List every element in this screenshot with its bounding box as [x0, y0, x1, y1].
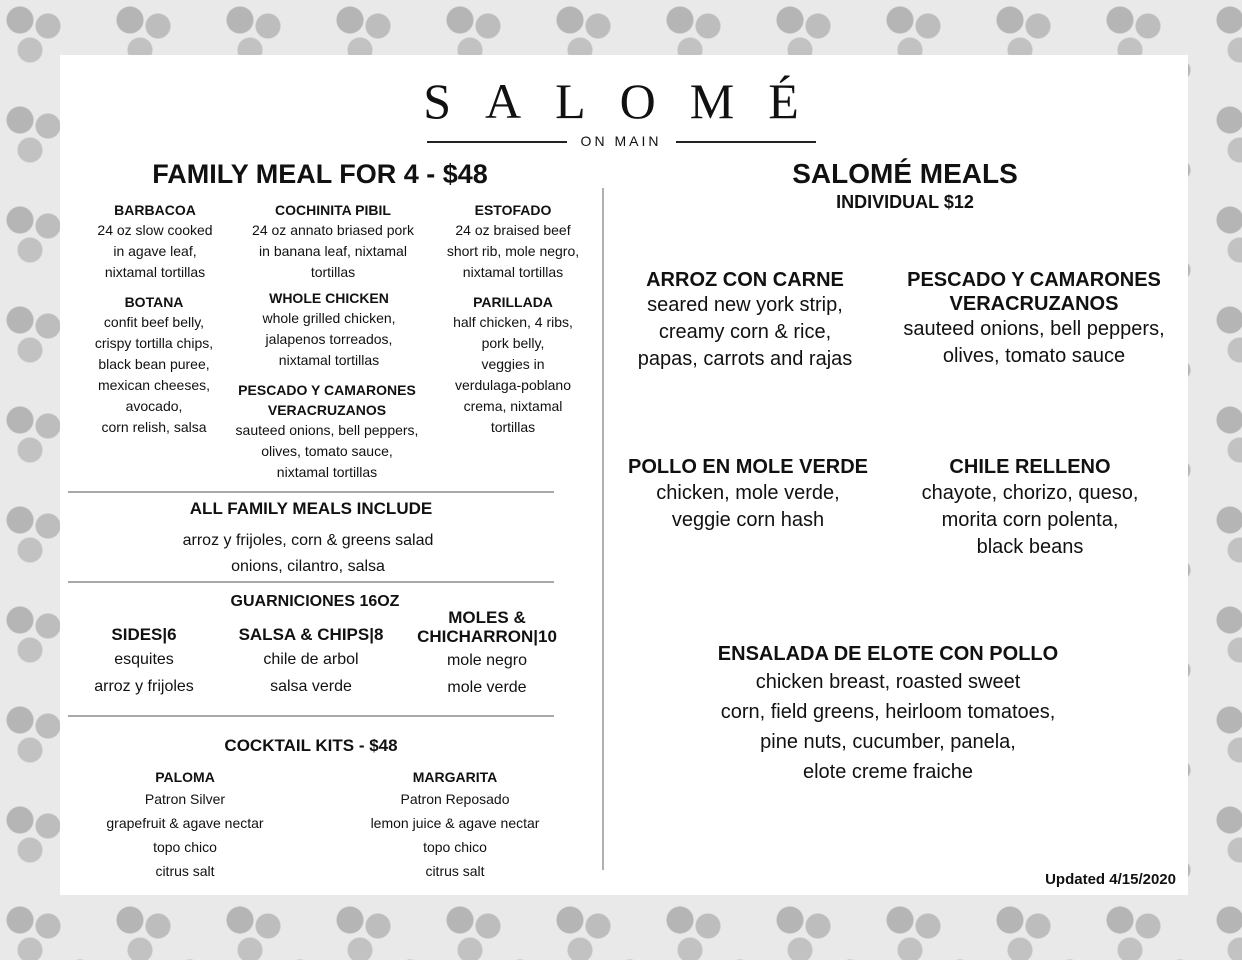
- kit-line: Patron Reposado: [400, 791, 510, 807]
- item-desc: veggies in: [481, 356, 545, 372]
- item-desc: 24 oz slow cooked: [97, 222, 213, 238]
- meal-name: CHILE RELLENO: [949, 456, 1111, 478]
- meal-name: POLLO EN MOLE VERDE: [627, 456, 869, 478]
- item-desc: jalapenos torreados,: [265, 331, 393, 347]
- meal-desc: chicken breast, roasted sweet: [755, 671, 1021, 693]
- divider: [68, 581, 554, 583]
- meal-desc: olives, tomato sauce: [942, 345, 1126, 367]
- item-name: PESCADO Y CAMARONES: [238, 382, 416, 398]
- item-desc: sauteed onions, bell peppers,: [235, 422, 419, 438]
- meal-name: ENSALADA DE ELOTE CON POLLO: [717, 643, 1059, 665]
- meal-desc: creamy corn & rice,: [658, 321, 832, 343]
- group-item: arroz y frijoles: [94, 678, 194, 695]
- meal-ensalada: [718, 641, 1058, 787]
- meal-desc: seared new york strip,: [647, 294, 843, 316]
- meal-arroz: [638, 268, 853, 373]
- kit-line: grapefruit & agave nectar: [106, 815, 264, 831]
- item-name: VERACRUZANOS: [267, 402, 387, 418]
- column-divider: [602, 188, 604, 870]
- kit-line: citrus salt: [155, 863, 215, 879]
- kit-line: citrus salt: [425, 863, 485, 879]
- meal-desc: black beans: [976, 536, 1084, 558]
- meals-title: SALOMÉ MEALS: [792, 158, 1018, 189]
- item-desc: olives, tomato sauce,: [261, 443, 393, 459]
- item-desc: nixtamal tortillas: [278, 352, 380, 368]
- item-desc: tortillas: [310, 264, 356, 280]
- item-desc: black bean puree,: [98, 356, 210, 372]
- meal-chile-relleno: [922, 454, 1139, 561]
- item-desc: avocado,: [125, 398, 183, 414]
- divider: [68, 715, 554, 717]
- kit-paloma: [106, 767, 263, 883]
- meal-name: PESCADO Y CAMARONES: [907, 269, 1161, 291]
- item-desc: nixtamal tortillas: [462, 264, 564, 280]
- group-item: mole verde: [447, 679, 527, 696]
- item-desc: half chicken, 4 ribs,: [453, 314, 573, 330]
- item-desc: corn relish, salsa: [101, 419, 207, 435]
- item-desc: verdulaga-poblano: [455, 377, 571, 393]
- logo-rule-right: [676, 141, 816, 143]
- meal-desc: chayote, chorizo, queso,: [921, 482, 1139, 504]
- kit-margarita: [371, 767, 540, 883]
- meal-desc: morita corn polenta,: [941, 509, 1119, 531]
- item-parillada: [453, 292, 573, 438]
- moles-group: [417, 609, 557, 701]
- sublogo: ON MAIN: [580, 133, 662, 149]
- item-name: COCHINITA PIBIL: [275, 202, 391, 218]
- item-desc: crema, nixtamal: [463, 398, 563, 414]
- updated-date: Updated 4/15/2020: [1045, 871, 1176, 888]
- includes-title: ALL FAMILY MEALS INCLUDE: [189, 499, 433, 518]
- kit-name: MARGARITA: [412, 769, 498, 785]
- cocktail-title: COCKTAIL KITS - $48: [224, 736, 398, 755]
- guarniciones-title: GUARNICIONES 16OZ: [230, 593, 400, 610]
- meal-pollo: [628, 454, 868, 534]
- meal-desc: pine nuts, cucumber, panela,: [760, 731, 1016, 753]
- salsa-group: [239, 624, 384, 700]
- meal-pescado: [903, 268, 1164, 370]
- item-desc: mexican cheeses,: [97, 377, 211, 393]
- meal-desc: chicken, mole verde,: [656, 482, 840, 504]
- item-desc: crispy tortilla chips,: [94, 335, 214, 351]
- meal-desc: sauteed onions, bell peppers,: [903, 318, 1165, 340]
- item-desc: in banana leaf, nixtamal: [259, 243, 407, 259]
- item-desc: tortillas: [490, 419, 536, 435]
- includes-line: arroz y frijoles, corn & greens salad: [182, 532, 434, 549]
- item-barbacoa: [97, 200, 212, 283]
- item-name: WHOLE CHICKEN: [269, 290, 389, 306]
- item-desc: short rib, mole negro,: [446, 243, 580, 259]
- meal-desc: corn, field greens, heirloom tomatoes,: [720, 701, 1056, 723]
- group-item: chile de arbol: [263, 651, 359, 668]
- item-desc: whole grilled chicken,: [262, 310, 396, 326]
- logo-rule-left: [427, 141, 567, 143]
- meal-desc: elote creme fraiche: [802, 761, 974, 783]
- item-desc: confit beef belly,: [103, 314, 205, 330]
- item-estofado: [447, 200, 579, 283]
- meal-desc: veggie corn hash: [671, 509, 825, 531]
- item-desc: nixtamal tortillas: [104, 264, 206, 280]
- item-name: BOTANA: [124, 294, 184, 310]
- group-item: mole negro: [446, 652, 528, 669]
- kit-line: topo chico: [153, 839, 217, 855]
- group-item: esquites: [114, 651, 174, 668]
- item-botana: [95, 292, 213, 438]
- item-desc: nixtamal tortillas: [276, 464, 378, 480]
- kit-line: lemon juice & agave nectar: [370, 815, 540, 831]
- meal-name: ARROZ CON CARNE: [646, 269, 844, 291]
- group-name: SIDES|6: [111, 625, 177, 644]
- item-desc: pork belly,: [481, 335, 545, 351]
- group-item: salsa verde: [270, 678, 352, 695]
- group-name: CHICHARRON|10: [417, 627, 557, 646]
- meal-name: VERACRUZANOS: [949, 293, 1119, 315]
- item-cochinita: [252, 200, 414, 283]
- includes-list: [183, 528, 434, 580]
- sides-group: [94, 624, 194, 700]
- kit-line: topo chico: [423, 839, 487, 855]
- item-name: ESTOFADO: [474, 202, 552, 218]
- item-name: BARBACOA: [114, 202, 196, 218]
- group-name: SALSA & CHIPS|8: [238, 625, 384, 644]
- logo: SALOMÉ: [423, 73, 833, 129]
- item-desc: in agave leaf,: [113, 243, 197, 259]
- item-desc: 24 oz annato briased pork: [252, 222, 414, 238]
- kit-name: PALOMA: [155, 769, 215, 785]
- item-pescado: [236, 380, 419, 483]
- family-meal-title: FAMILY MEAL FOR 4 - $48: [152, 159, 488, 189]
- group-name: MOLES &: [448, 608, 526, 627]
- item-desc: 24 oz braised beef: [455, 222, 571, 238]
- divider: [68, 491, 554, 493]
- item-whole-chicken: [262, 288, 395, 371]
- meals-subtitle: INDIVIDUAL $12: [836, 192, 974, 212]
- kit-line: Patron Silver: [144, 791, 226, 807]
- meal-desc: papas, carrots and rajas: [637, 348, 853, 370]
- item-name: PARILLADA: [473, 294, 553, 310]
- includes-line: onions, cilantro, salsa: [231, 558, 385, 575]
